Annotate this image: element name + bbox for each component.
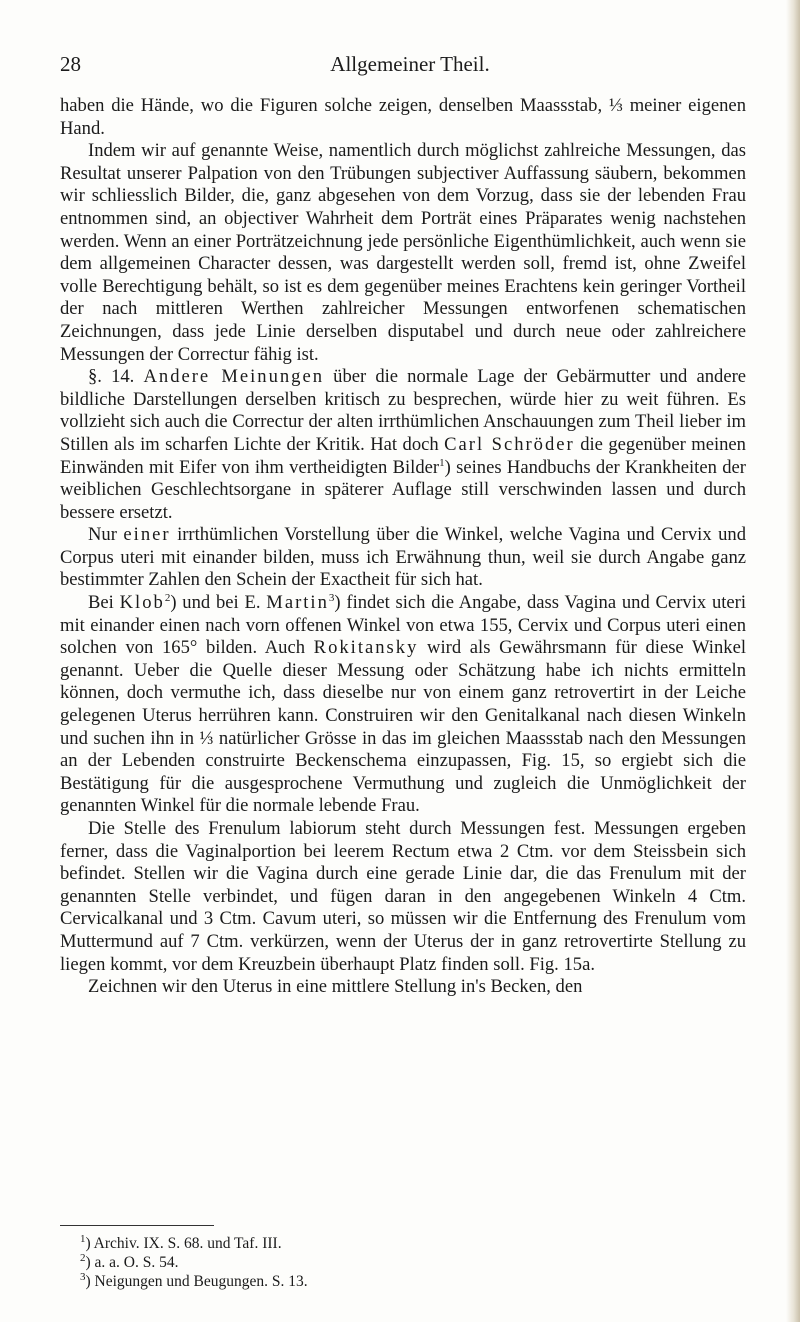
text-run: irrthümlichen Vorstellung über die Winkel, welche Vagina und Cervix und Corpus uteri mit einander bilden, muss ich Erwähnung thun, weil sie durch Angabe ganz bestimmter Zahlen den Schein der Exactheit für sich hat. <box>60 524 746 591</box>
footnote-mark: 2 <box>80 1251 86 1264</box>
footnotes <box>80 1234 680 1291</box>
body-text <box>60 95 746 999</box>
footnote-ref: 3 <box>328 591 335 604</box>
author-name: Rokitansky <box>313 637 419 659</box>
spaced-emphasis: einer <box>123 524 171 546</box>
page-number: 28 <box>60 52 81 76</box>
paragraph-2: Indem wir auf genannte Weise, namentlich durch möglichst zahlreiche Messungen, das Resultat unserer Palpation von den Trübungen subjectiver Auffassung säubern, bekommen wir schliesslich Bilder, die, ganz abgesehen von dem Vorzug, dass sie der lebenden Frau entnommen sind, an objectiver Wahrheit dem Porträt eines Präparates wenig nachstehen werden. Wenn an einer Porträtzeichnung jede persönliche Eigenthümlichkeit, auch wenn sie dem allgemeinen Character dessen, was dargestellt werden soll, fremd ist, ohne Zweifel volle Berechtigung behält, so ist es dem gegenüber meines Erachtens kein geringer Vortheil der nach mittleren Werthen zahlreicher Messungen entworfenen schematischen Zeichnungen, dass jede Linie derselben disputabel und durch neue oder zahlreichere Messungen der Correctur fähig ist. <box>60 140 746 365</box>
page-edge-shadow <box>786 0 800 1322</box>
text-run: und bei E. <box>182 592 261 614</box>
text-run: Nur <box>88 524 117 546</box>
paragraph-5: Bei Klob$^2$) und bei E. Martin$^3$) findet sich die Angabe, dass Vagina und Cervix uteri mit einander einen nach vorn offenen Winkel von etwa 155, Cervix und Corpus uteri einen solchen von 165° bilden. Auch Rokitansky wird als Gewährsmann für diese Winkel genannt. Ueber die Quelle dieser Messung oder Schätzung habe ich nichts ermitteln können, doch vermuthe ich, dass dieselbe nur von einem ganz retrovertirt in der Leiche gelegenen Uterus herrühren kann. Construiren wir den Genitalkanal nach diesen Winkeln und suchen ihn in ⅓ natürlicher Grösse in das im gleichen Maassstab nach den Messungen an der Lebenden construirte Beckenschema einzupassen, Fig. 15, so ergiebt sich die Bestätigung für die ausgesprochene Vermuthung und zugleich die Unmöglichkeit der genannten Winkel für die normale lebende Frau. <box>60 591 747 817</box>
section-number: §. 14. <box>88 366 135 388</box>
paragraph-3: §. 14. Andere Meinungen über die normale Lage der Gebärmutter und andere bildliche Darstellungen derselben kritisch zu besprechen, würde hier zu weit führen. Es vollzieht sich auch die Correctur der alten irrthümlichen Anschauungen zum Theil lieber im Stillen als im scharfen Lichte der Kritik. Hat doch Carl Schröder die gegenüber meinen Einwänden mit Eifer von ihm vertheidigten Bilder$^1$) seines Handbuchs der Krankheiten der weiblichen Geschlechtsorgane in späterer Auflage still verschwinden lassen und durch bessere ersetzt. <box>60 366 747 523</box>
author-name: Carl Schröder <box>444 433 575 455</box>
text-run: seines Handbuchs der Krankheiten der weiblichen Geschlechtsorgane in späterer Auflage still verschwinden lassen und durch bessere ersetzt. <box>60 456 746 523</box>
footnote-text: ) Archiv. IX. S. 68. und Taf. III. <box>85 1235 282 1252</box>
footnote-mark: 3 <box>80 1270 86 1283</box>
paragraph-1: haben die Hände, wo die Figuren solche zeigen, denselben Maassstab, ⅓ meiner eigenen Hand. <box>60 95 746 139</box>
page-header <box>60 52 760 82</box>
author-name: Klob <box>119 592 165 614</box>
paragraph-6: Die Stelle des Frenulum labiorum steht durch Messungen fest. Messungen ergeben ferner, dass die Vaginalportion bei leerem Rectum etwa 2 Ctm. vor dem Steissbein sich befindet. Stellen wir die Vagina durch eine gerade Linie dar, die das Frenulum mit der genannten Stelle verbindet, und fügen daran in den angegebenen Winkeln 4 Ctm. Cervicalkanal und 3 Ctm. Cavum uteri, so müssen wir die Entfernung des Frenulum vom Muttermund auf 7 Ctm. verkürzen, wenn der Uterus der in ganz retrovertirte Stellung zu liegen kommt, vor dem Kreuzbein überhaupt Platz finden soll. Fig. 15a. <box>60 818 746 975</box>
running-head: Allgemeiner Theil. <box>330 52 490 76</box>
footnote <box>80 1272 680 1291</box>
text-run: wird als Gewährsmann für diese Winkel genannt. Ueber die Quelle dieser Messung oder Schätzung habe ich nichts ermitteln können, doch vermuthe ich, dass dieselbe nur von einem ganz retrovertirt in der Leiche gelegenen Uterus herrühren kann. Construiren wir den Genitalkanal nach diesen Winkeln und suchen ihn in ⅓ natürlicher Grösse in das im gleichen Maassstab nach den Messungen an der Lebenden construirte Beckenschema einzupassen, Fig. 15, so ergiebt sich die Bestätigung für die ausgesprochene Vermuthung und zugleich die Unmöglichkeit der genannten Winkel für die normale lebende Frau. <box>60 637 746 817</box>
author-name: Martin <box>266 592 329 614</box>
text-run: findet sich die Angabe, dass Vagina und Cervix uteri mit einander einen nach vorn offenen Winkel von etwa 155, Cervix und Corpus uteri einen solchen von 165° bilden. Auch <box>60 592 747 659</box>
footnote-ref: 2 <box>164 591 171 604</box>
footnote-rule <box>60 1225 214 1226</box>
text-run: die gegenüber meinen Einwänden mit Eifer von ihm vertheidigten Bilder <box>60 433 746 478</box>
footnote-ref: 1 <box>439 456 445 469</box>
text-run: Bei <box>88 592 114 614</box>
paragraph-7: Zeichnen wir den Uterus in eine mittlere Stellung in's Becken, den <box>88 976 583 998</box>
footnote <box>80 1253 680 1272</box>
footnote-mark: 1 <box>80 1232 86 1245</box>
text-run: über die normale Lage der Gebärmutter und andere bildliche Darstellungen derselben kritisch zu besprechen, würde hier zu weit führen. Es vollzieht sich auch die Correctur der alten irrthümlichen Anschauungen zum Theil lieber im Stillen als im scharfen Lichte der Kritik. Hat doch <box>60 366 747 455</box>
footnote-text: ) a. a. O. S. 54. <box>85 1254 179 1271</box>
paragraph-4 <box>60 524 746 592</box>
spaced-emphasis: Andere Meinungen <box>143 366 325 388</box>
footnote <box>80 1234 680 1253</box>
footnote-text: ) Neigungen und Beugungen. S. 13. <box>85 1273 308 1290</box>
